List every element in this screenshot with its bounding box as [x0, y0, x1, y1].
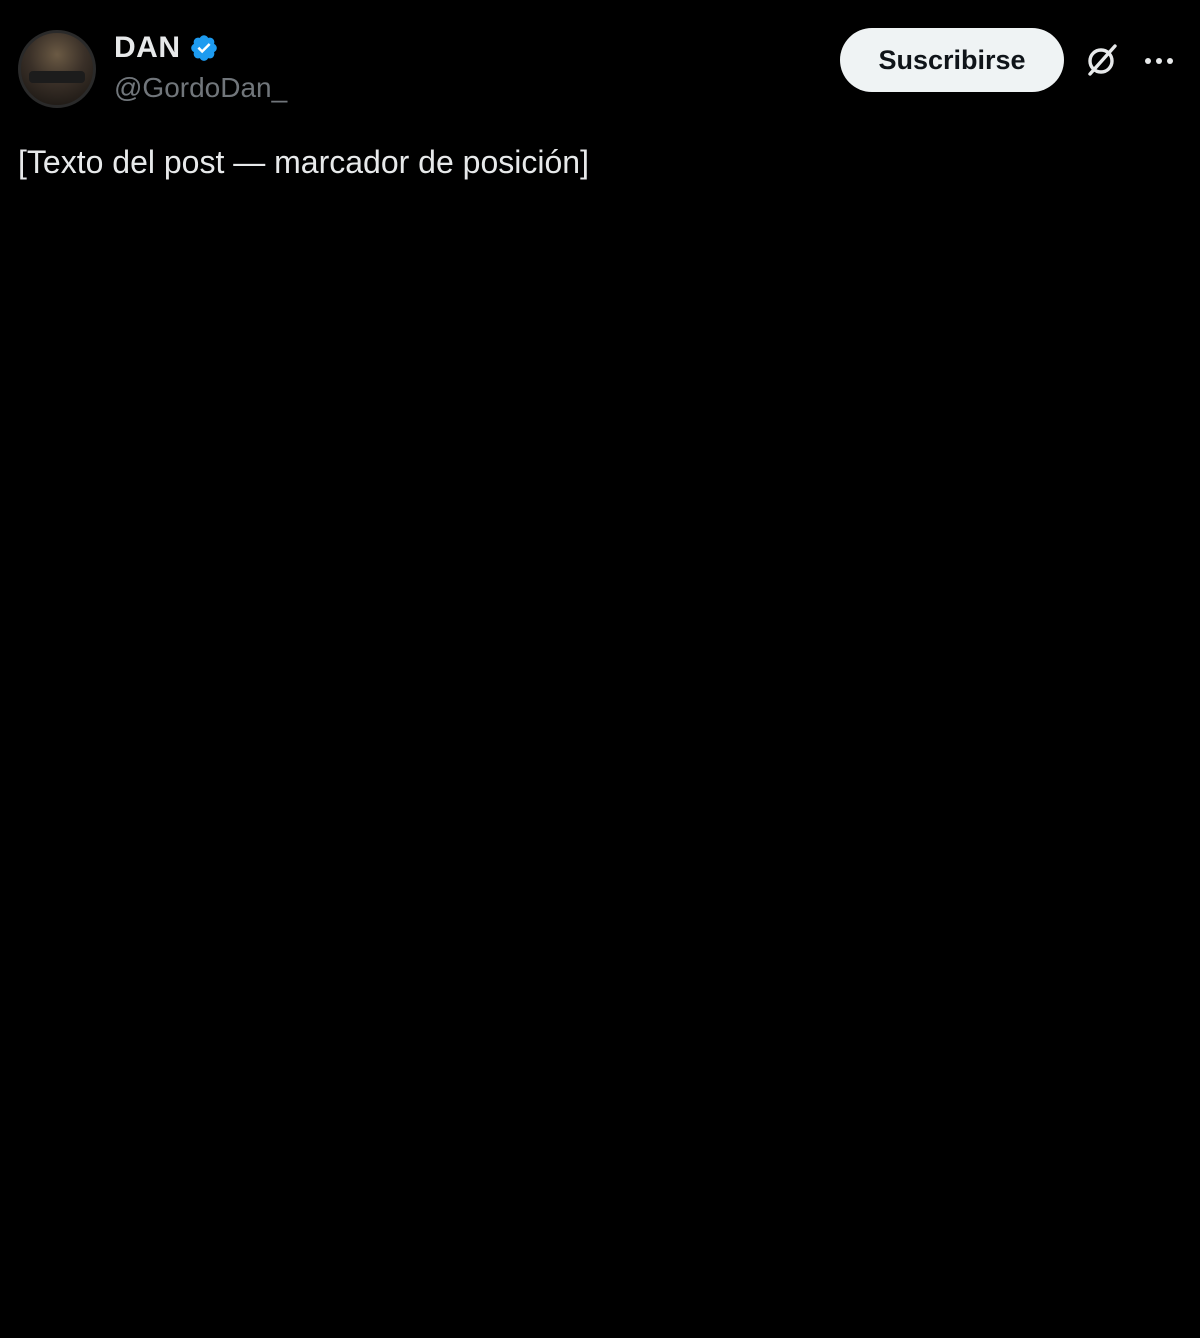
more-options-icon[interactable] — [1142, 44, 1176, 78]
display-name[interactable]: DAN — [114, 31, 181, 64]
author-identity — [114, 30, 287, 104]
subscribe-button[interactable]: Suscribirse — [840, 28, 1064, 92]
verified-badge-icon — [189, 33, 219, 63]
name-row — [114, 30, 287, 66]
post-header — [18, 24, 1200, 116]
post-text: [Texto del post — marcador de posición] — [18, 144, 589, 180]
grok-icon[interactable] — [1084, 42, 1120, 78]
avatar[interactable] — [18, 30, 96, 108]
handle[interactable]: @GordoDan_ — [114, 72, 288, 103]
